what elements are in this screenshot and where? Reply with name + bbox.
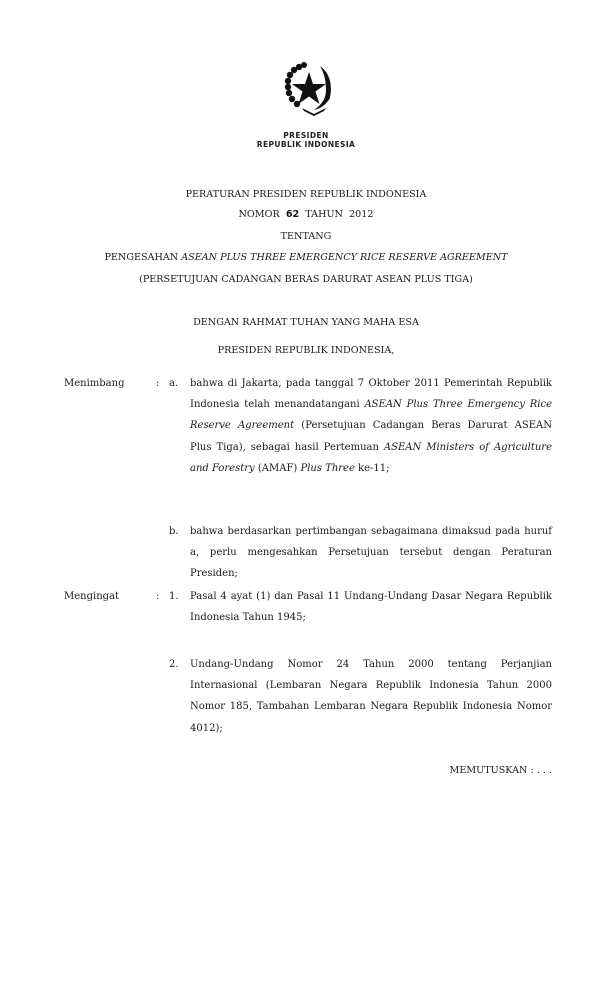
menimbang-colon: : <box>156 378 160 389</box>
garuda-emblem-icon <box>258 48 358 128</box>
mengingat-item-2: Undang-Undang Nomor 24 Tahun 2000 tentang Perjanjian Internasional (Lembaran Negara Republik Indonesia Tahun 2000 Nomor 185, Tambahan Lembaran Negara Republik Indonesia Nomor 4012); <box>190 659 552 734</box>
continuation-marker: MEMUTUSKAN : . . . <box>449 765 552 776</box>
italic-text: ASEAN Ministers of Agriculture and Forestry <box>190 441 552 474</box>
document-number <box>0 209 612 220</box>
emblem-line-presiden: PRESIDEN <box>283 131 329 140</box>
menimbang-label: Menimbang <box>64 378 125 389</box>
italic-text: Plus Three <box>300 462 355 474</box>
document-title: PERATURAN PRESIDEN REPUBLIK INDONESIA <box>185 189 427 200</box>
document-subject <box>0 252 612 263</box>
item-marker: b. <box>169 526 179 537</box>
menimbang-item-a <box>190 373 552 479</box>
tahun-label: TAHUN <box>305 209 343 220</box>
mengingat-colon: : <box>156 591 160 602</box>
nomor-value: 62 <box>285 209 300 220</box>
menimbang-item-b: bahwa berdasarkan pertimbangan sebagaimana dimaksud pada huruf a, perlu mengesahkan Persetujuan tersebut dengan Peraturan Presiden; <box>190 526 552 580</box>
nomor-label: NOMOR <box>238 209 280 220</box>
subject-prefix: PENGESAHAN <box>104 252 179 263</box>
president-line: PRESIDEN REPUBLIK INDONESIA, <box>217 345 395 356</box>
mengingat-label: Mengingat <box>64 591 120 602</box>
emblem-line-republik: REPUBLIK INDONESIA <box>256 140 356 149</box>
item-marker: a. <box>169 378 179 389</box>
subject-translation: (PERSETUJUAN CADANGAN BERAS DARURAT ASEAN PLUS TIGA) <box>139 274 473 285</box>
rahmat-line: DENGAN RAHMAT TUHAN YANG MAHA ESA <box>193 317 419 328</box>
text: (AMAF) <box>254 462 301 474</box>
mengingat-item-1: Pasal 4 ayat (1) dan Pasal 11 Undang-Undang Dasar Negara Republik Indonesia Tahun 1945; <box>190 591 552 624</box>
subject-italic: ASEAN PLUS THREE EMERGENCY RICE RESERVE AGREEMENT <box>181 252 508 263</box>
italic-text: ASEAN Plus Three Emergency Rice Reserve Agreement <box>190 399 552 432</box>
item-marker: 2. <box>169 659 179 670</box>
text: ke-11; <box>354 462 390 474</box>
tahun-value: 2012 <box>349 209 374 220</box>
text: bahwa di Jakarta, pada tanggal 7 Oktober 2011 Pemerintah Republik Indonesia telah menandatangani <box>190 378 552 411</box>
item-marker: 1. <box>169 591 179 602</box>
text: (Persetujuan Cadangan Beras Darurat ASEAN Plus Tiga), sebagai hasil Pertemuan <box>190 420 553 453</box>
tentang-label: TENTANG <box>280 231 332 242</box>
